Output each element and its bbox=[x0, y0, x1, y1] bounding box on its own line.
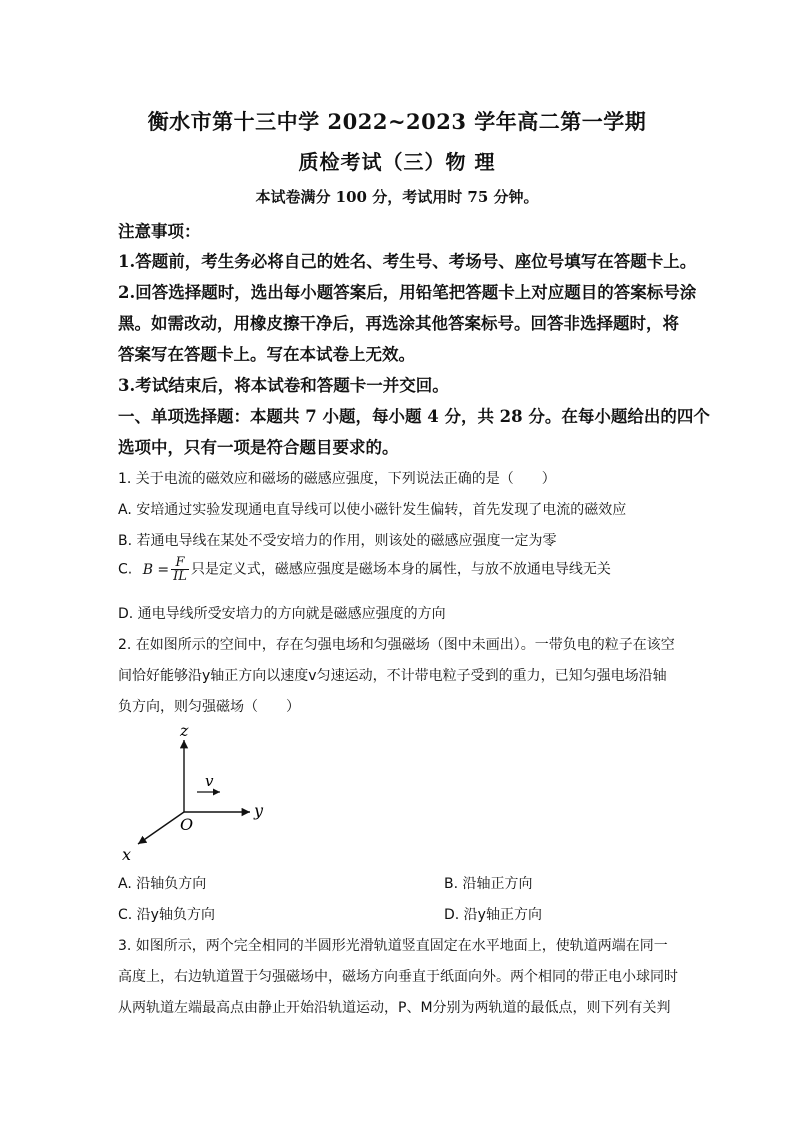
notes-line: 黑。如需改动，用橡皮擦干净后，再选涂其他答案标号。回答非选择题时，将 bbox=[118, 314, 679, 333]
question-1-stem: 1. 关于电流的磁效应和磁场的磁感应强度，下列说法正确的是（ ） bbox=[118, 471, 556, 487]
exam-title: 衡水市第十三中学 2022~2023 学年高二第一学期 bbox=[147, 109, 647, 134]
origin-label: O bbox=[180, 815, 194, 834]
question-2-option-d: D. 沿y轴正方向 bbox=[444, 907, 542, 923]
question-3-stem: 3. 如图所示，两个完全相同的半圆形光滑轨道竖直固定在水平地面上，使轨道两端在同一 bbox=[118, 938, 668, 954]
formula-lhs: B = bbox=[142, 561, 170, 578]
question-2-option-b: B. 沿轴正方向 bbox=[444, 876, 533, 892]
section-heading: 选项中，只有一项是符合题目要求的。 bbox=[118, 438, 399, 457]
notes-line: 答案写在答题卡上。写在本试卷上无效。 bbox=[118, 345, 415, 364]
question-3-stem: 从两轨道左端最高点由静止开始沿轨道运动，P、M分别为两轨道的最低点，则下列有关判 bbox=[118, 1000, 671, 1016]
formula-denominator: IL bbox=[173, 569, 187, 584]
question-2-option-a: A. 沿轴负方向 bbox=[118, 876, 207, 892]
notes-heading: 注意事项： bbox=[118, 222, 201, 241]
notes-line: 1.答题前，考生务必将自己的姓名、考生号、考场号、座位号填写在答题卡上。 bbox=[118, 252, 697, 271]
question-1-option-d: D. 通电导线所受安培力的方向就是磁感应强度的方向 bbox=[118, 606, 446, 622]
option-c-label: C. bbox=[118, 561, 133, 578]
x-axis bbox=[138, 812, 184, 844]
exam-subject-title: 质检考试（三）物 理 bbox=[298, 150, 496, 174]
formula-fraction bbox=[171, 556, 189, 583]
coordinate-axes-figure bbox=[110, 720, 280, 870]
notes-line: 2.回答选择题时，选出每小题答案后，用铅笔把答题卡上对应题目的答案标号涂 bbox=[118, 283, 697, 302]
x-axis-label: x bbox=[122, 845, 132, 864]
velocity-label: v bbox=[205, 772, 214, 790]
question-2-stem: 间恰好能够沿y轴正方向以速度v匀速运动，不计带电粒子受到的重力，已知匀强电场沿轴 bbox=[118, 668, 667, 684]
y-axis-label: y bbox=[254, 801, 264, 820]
option-c-text: 只是定义式，磁感应强度是磁场本身的属性，与放不放通电导线无关 bbox=[190, 561, 611, 578]
section-heading: 一、单项选择题：本题共 7 小题，每小题 4 分，共 28 分。在每小题给出的四个 bbox=[118, 407, 710, 426]
question-2-option-c: C. 沿y轴负方向 bbox=[118, 907, 215, 923]
z-axis-label: z bbox=[180, 721, 189, 740]
exam-instructions: 本试卷满分 100 分，考试用时 75 分钟。 bbox=[255, 188, 539, 206]
question-2-stem: 2. 在如图所示的空间中，存在匀强电场和匀强磁场（图中未画出）。一带负电的粒子在该空 bbox=[118, 637, 675, 653]
formula-numerator: F bbox=[171, 556, 189, 570]
notes-line: 3.考试结束后，将本试卷和答题卡一并交回。 bbox=[118, 376, 449, 395]
question-1-option-a: A. 安培通过实验发现通电直导线可以使小磁针发生偏转，首先发现了电流的磁效应 bbox=[118, 502, 627, 518]
question-2-stem: 负方向，则匀强磁场（ ） bbox=[118, 699, 300, 715]
question-1-option-b: B. 若通电导线在某处不受安培力的作用，则该处的磁感应强度一定为零 bbox=[118, 533, 557, 549]
question-1-option-c bbox=[118, 556, 688, 583]
question-3-stem: 高度上，右边轨道置于匀强磁场中，磁场方向垂直于纸面向外。两个相同的带正电小球同时 bbox=[118, 969, 678, 985]
